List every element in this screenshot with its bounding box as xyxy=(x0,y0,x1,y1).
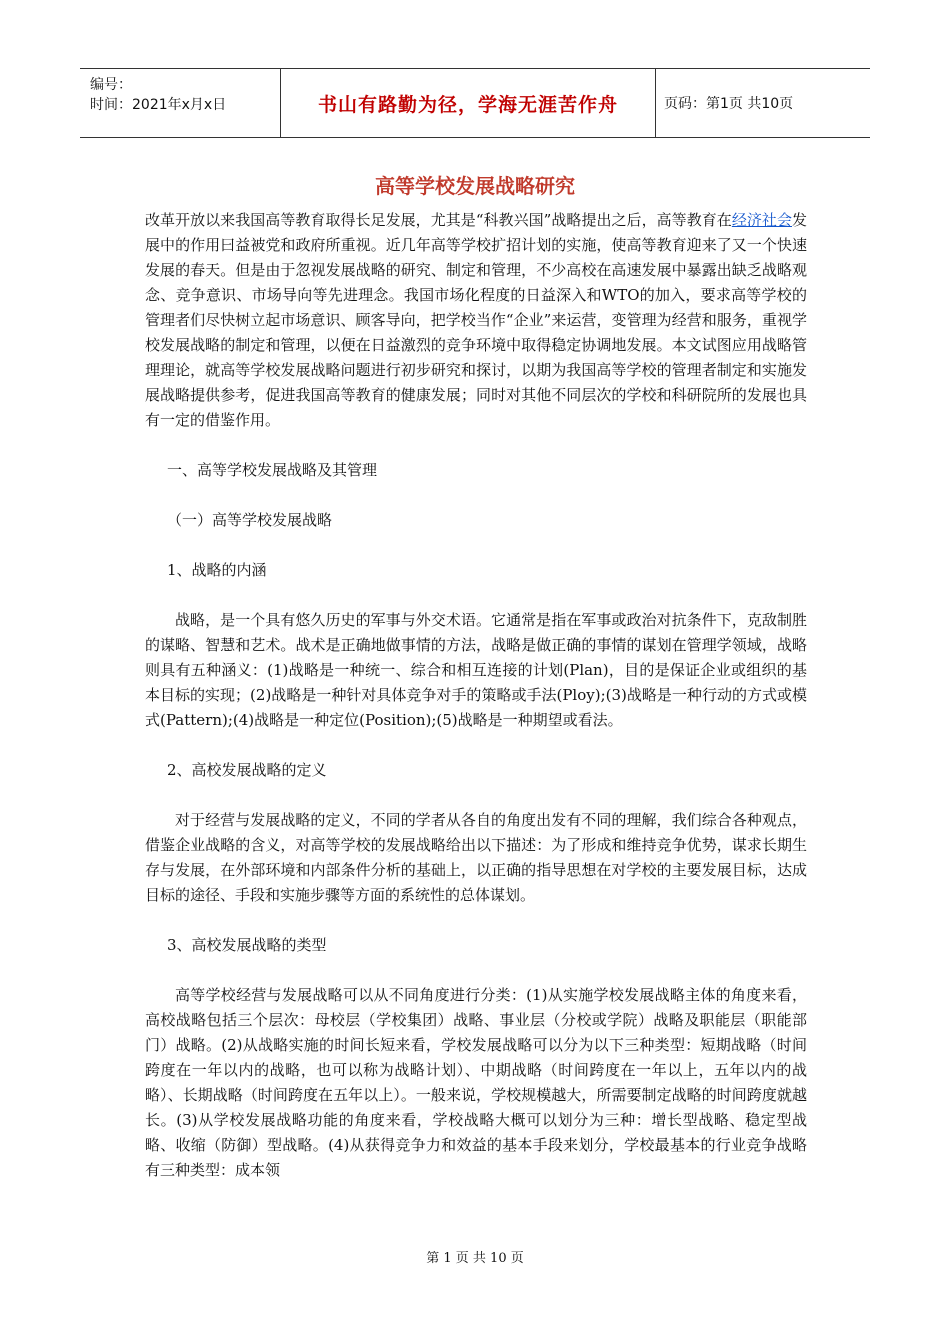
paragraph-strategy-definition: 对于经营与发展战略的定义，不同的学者从各自的角度出发有不同的理解，我们综合各种观点，借鉴企业战略的含义，对高等学校的发展战略给出以下描述：为了形成和维持竞争优势，谋求长期生存与发展，在外部环境和内部条件分析的基础上，以正确的指导思想在对学校的主要发展目标，达成目标的途径、手段和实施步骤等方面的系统性的总体谋划。 xyxy=(145,811,807,904)
heading-strategy-types: 3、高校发展战略的类型 xyxy=(167,936,327,954)
document-title: 高等学校发展战略研究 xyxy=(375,174,575,198)
paragraph-strategy-meaning: 战略，是一个具有悠久历史的军事与外交术语。它通常是指在军事或政治对抗条件下，克敌制胜的谋略、智慧和艺术。战术是正确地做事情的方法，战略是做正确的事情的谋划在管理学领域，战略则具有五种涵义：(1)战略是一种统一、综合和相互连接的计划(Plan)，目的是保证企业或组织的基本目标的实现；(2)战略是一种针对具体竞争对手的策略或手法(Ploy);(3)战略是一种行动的方式或模式(Pattern);(4)战略是一种定位(Position);(5)战略是一种期望或看法。 xyxy=(145,611,807,729)
intro-paragraph xyxy=(145,208,807,433)
header-page-info: 页码：第1页 共10页 xyxy=(664,96,794,112)
paragraph-strategy-types: 高等学校经营与发展战略可以从不同角度进行分类：(1)从实施学校发展战略主体的角度来看，高校战略包括三个层次：母校层（学校集团）战略、事业层（分校或学院）战略及职能层（职能部门）战略。(2)从战略实施的时间长短来看，学校发展战略可以分为以下三种类型：短期战略（时间跨度在一年以内的战略，也可以称为战略计划）、中期战略（时间跨度在一年以上，五年以内的战略）、长期战略（时间跨度在五年以上）。一般来说，学校规模越大，所需要制定战略的时间跨度就越长。(3)从学校发展战略功能的角度来看，学校战略大概可以划分为三种：增长型战略、稳定型战略、收缩（防御）型战略。(4)从获得竞争力和效益的基本手段来划分，学校最基本的行业竞争战略有三种类型：成本领 xyxy=(145,986,807,1179)
heading-strategy-meaning: 1、战略的内涵 xyxy=(167,561,267,579)
intro-text-end: 发展中的作用曰益被党和政府所重视。近几年高等学校扩招计划的实施，使高等教育迎来了又一个快速发展的春天。但是由于忽视发展战略的研究、制定和管理，不少高校在高速发展中暴露出缺乏战略观念、竞争意识、市场导向等先进理念。我国市场化程度的日益深入和WTO的加入，要求高等学校的管理者们尽快树立起市场意识、顾客导向，把学校当作“企业”来运营，变管理为经营和服务，重视学校发展战略的制定和管理，以便在日益激烈的竞争环境中取得稳定协调地发展。本文试图应用战略管理理论，就高等学校发展战略问题进行初步研究和探讨，以期为我国高等学校的管理者制定和实施发展战略提供参考，促进我国高等教育的健康发展；同时对其他不同层次的学校和科研院所的发展也具有一定的借鉴作用。 xyxy=(145,211,807,429)
section-heading-1: 一、高等学校发展战略及其管理 xyxy=(167,461,378,479)
number-label: 编号： xyxy=(90,77,132,93)
header-meta-cell xyxy=(80,69,281,137)
subsection-heading-1: （一）高等学校发展战略 xyxy=(167,511,333,529)
time-label: 时间：2021年x月x日 xyxy=(90,97,227,113)
economy-society-link[interactable]: 经济社会 xyxy=(731,211,792,229)
document-body xyxy=(145,208,807,1183)
page-footer: 第 1 页 共 10 页 xyxy=(426,1251,524,1266)
document-header xyxy=(80,68,870,138)
header-motto: 书山有路勤为径，学海无涯苦作舟 xyxy=(281,69,656,137)
heading-strategy-definition: 2、高校发展战略的定义 xyxy=(167,761,327,779)
intro-text-start: 改革开放以来我国高等教育取得长足发展，尤其是“科教兴国”战略提出之后，高等教育在 xyxy=(145,211,732,229)
